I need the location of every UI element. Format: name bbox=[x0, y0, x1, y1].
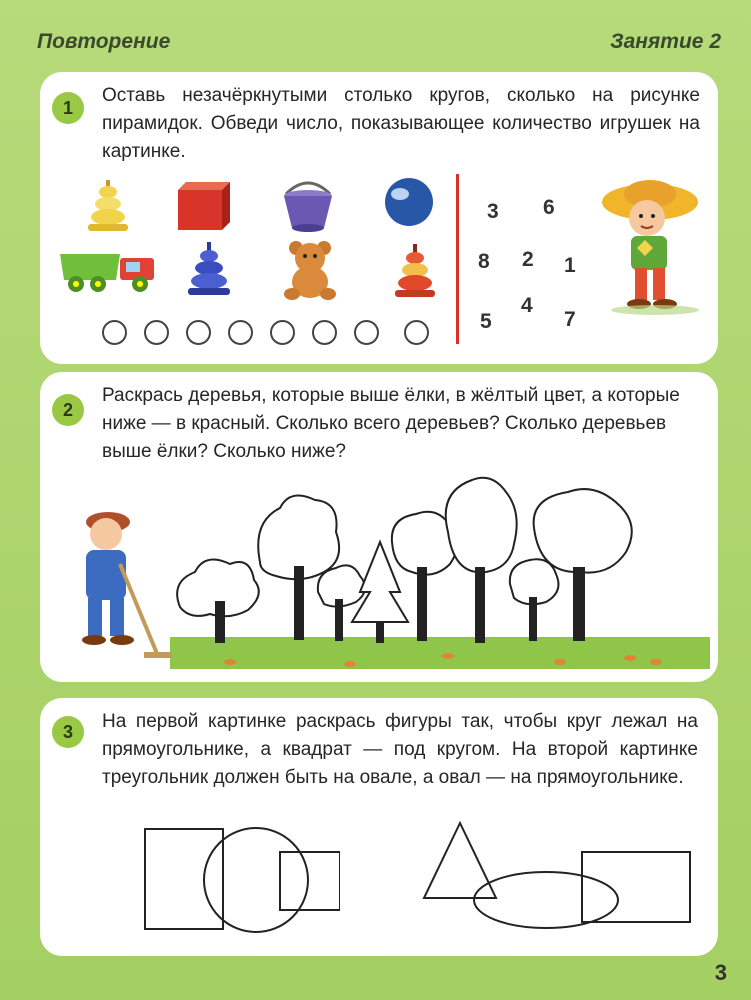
answer-circle[interactable] bbox=[354, 320, 379, 345]
task-2-text: Раскрась деревья, которые выше ёлки, в жёлтый цвет, а которые ниже — в красный. Сколько всего деревьев? Сколько деревьев выше ёлки? Сколько ниже? bbox=[102, 385, 680, 462]
rectangle-shape bbox=[145, 829, 223, 929]
answer-circle[interactable] bbox=[404, 320, 429, 345]
digit-option[interactable]: 8 bbox=[478, 250, 490, 273]
digit-option[interactable]: 4 bbox=[521, 294, 533, 317]
toys-illustration bbox=[40, 172, 460, 312]
bucket-icon bbox=[284, 183, 332, 232]
divider-line bbox=[456, 174, 459, 344]
triangle-shape bbox=[424, 823, 496, 898]
answer-circle[interactable] bbox=[144, 320, 169, 345]
digit-option[interactable]: 7 bbox=[564, 308, 576, 331]
pyramid-yellow-icon bbox=[88, 180, 128, 231]
digit-option[interactable]: 1 bbox=[564, 254, 576, 277]
pyramid-blue-icon bbox=[188, 242, 230, 295]
task-2-panel bbox=[40, 372, 718, 682]
figure-1-shapes[interactable] bbox=[140, 824, 340, 934]
tree-icon bbox=[446, 478, 517, 642]
square-shape bbox=[280, 852, 340, 910]
answer-circle[interactable] bbox=[228, 320, 253, 345]
trees-illustration bbox=[40, 472, 718, 682]
boy-with-rake-illustration bbox=[82, 512, 172, 658]
answer-circle[interactable] bbox=[102, 320, 127, 345]
tree-icon bbox=[177, 560, 259, 643]
teddy-bear-icon bbox=[284, 241, 336, 300]
tree-icon bbox=[510, 559, 559, 640]
task-2-number: 2 bbox=[52, 394, 84, 426]
answer-circle[interactable] bbox=[270, 320, 295, 345]
figure-2-shapes[interactable] bbox=[422, 818, 692, 930]
red-cube-icon bbox=[178, 182, 230, 230]
pyramid-red-icon bbox=[395, 244, 435, 297]
section-title: Повторение bbox=[37, 30, 171, 53]
digit-option[interactable]: 6 bbox=[543, 196, 555, 219]
task-1-text: Оставь незачёркнутыми столько кругов, сколько на рисунке пирамидок. Обведи число, показывающее количество игрушек на картинке. bbox=[102, 85, 700, 162]
answer-circle[interactable] bbox=[186, 320, 211, 345]
tree-icon bbox=[318, 565, 365, 640]
digit-option[interactable]: 5 bbox=[480, 310, 492, 333]
oval-shape bbox=[474, 872, 618, 928]
rectangle-shape bbox=[582, 852, 690, 922]
task-1-number: 1 bbox=[52, 92, 84, 124]
lesson-title: Занятие 2 bbox=[610, 30, 721, 53]
tree-icon bbox=[258, 496, 339, 640]
answer-circle[interactable] bbox=[312, 320, 337, 345]
digit-option[interactable]: 2 bbox=[522, 248, 534, 271]
digit-option[interactable]: 3 bbox=[487, 200, 499, 223]
truck-icon bbox=[60, 254, 154, 292]
task-3-panel bbox=[40, 698, 718, 956]
ball-icon bbox=[385, 178, 433, 226]
circle-shape bbox=[204, 828, 308, 932]
page-number: 3 bbox=[714, 960, 727, 985]
task-3-number: 3 bbox=[52, 716, 84, 748]
task-3-text: На первой картинке раскрась фигуры так, чтобы круг лежал на прямоугольнике, а квадрат — под кругом. На второй картинке треугольник должен быть на овале, а овал — на прямоугольнике. bbox=[102, 711, 698, 788]
boy-character-illustration bbox=[595, 178, 705, 318]
task-1-panel bbox=[40, 72, 718, 364]
